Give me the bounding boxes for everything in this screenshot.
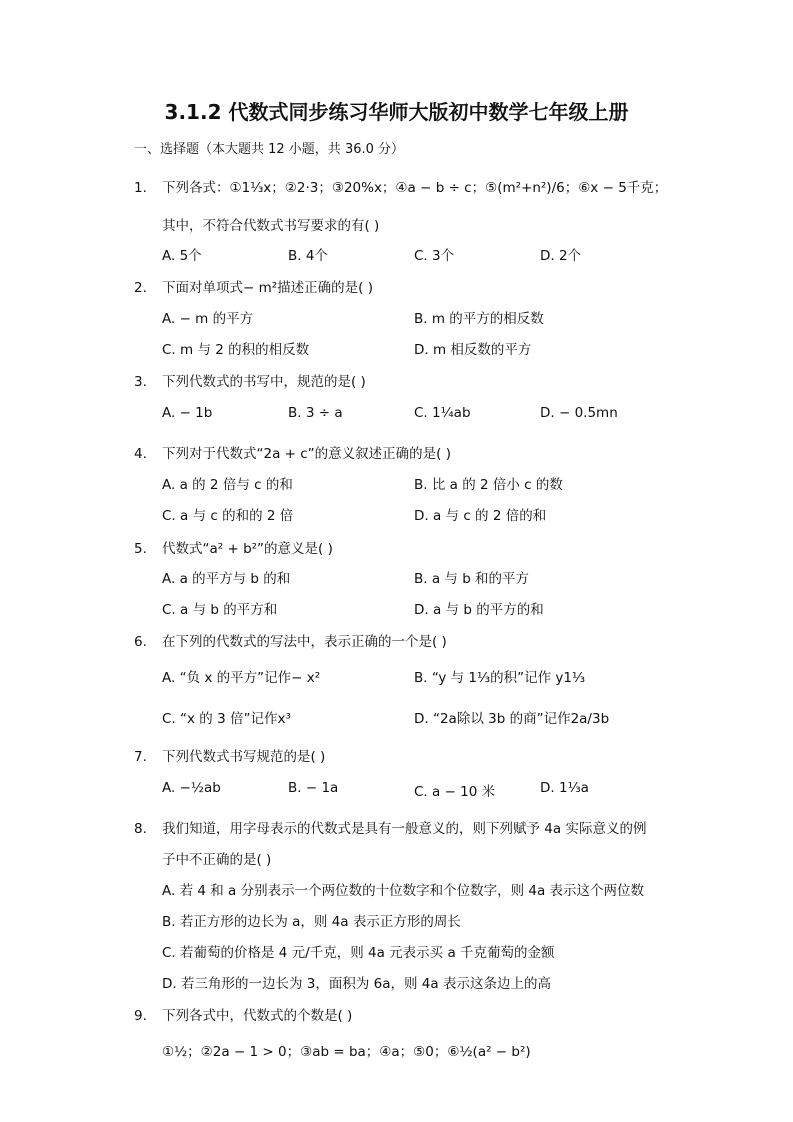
question-number: 3. bbox=[134, 374, 147, 390]
option-b[interactable]: B. 4个 bbox=[288, 248, 328, 264]
question-2 bbox=[134, 276, 373, 296]
question-stem: 下列各式：①1⅓x；②2·3；③20%x；④a − b ÷ c；⑤(m²+n²)/6；⑥x − 5千克； bbox=[162, 180, 668, 196]
question-stem-continued: 其中，不符合代数式书写要求的有( ) bbox=[162, 218, 380, 234]
question-6 bbox=[134, 630, 447, 650]
option-b[interactable]: B. “y 与 1⅓的积”记作 y1⅓ bbox=[414, 670, 586, 686]
option-b[interactable]: B. 若正方形的边长为 a，则 4a 表示正方形的周长 bbox=[162, 914, 461, 930]
option-a[interactable]: A. 若 4 和 a 分别表示一个两位数的十位数字和个位数字，则 4a 表示这个两位数 bbox=[162, 883, 645, 899]
question-stem: 代数式“a² + b²”的意义是( ) bbox=[162, 541, 333, 557]
option-d[interactable]: D. a 与 c 的 2 倍的和 bbox=[414, 508, 547, 524]
question-number: 6. bbox=[134, 634, 147, 650]
option-d[interactable]: D. m 相反数的平方 bbox=[414, 342, 532, 358]
question-8 bbox=[134, 817, 646, 837]
option-c[interactable]: C. a 与 b 的平方和 bbox=[162, 602, 278, 618]
option-d[interactable]: D. 1⅓a bbox=[540, 780, 589, 796]
question-number: 5. bbox=[134, 541, 147, 557]
question-number: 1. bbox=[134, 180, 147, 196]
question-number: 8. bbox=[134, 821, 147, 837]
question-5 bbox=[134, 537, 333, 557]
question-3 bbox=[134, 370, 366, 390]
option-a[interactable]: A. − m 的平方 bbox=[162, 311, 254, 327]
question-stem: 在下列的代数式的写法中，表示正确的一个是( ) bbox=[162, 634, 447, 650]
option-c[interactable]: C. m 与 2 的积的相反数 bbox=[162, 342, 310, 358]
question-stem: 下列对于代数式“2a + c”的意义叙述正确的是( ) bbox=[162, 446, 451, 462]
option-b[interactable]: B. 3 ÷ a bbox=[288, 405, 343, 421]
option-c[interactable]: C. a − 10 米 bbox=[414, 784, 496, 800]
question-7 bbox=[134, 745, 325, 765]
document-title: 3.1.2 代数式同步练习华师大版初中数学七年级上册 bbox=[164, 100, 629, 124]
question-stem-continued: 子中不正确的是( ) bbox=[162, 852, 272, 868]
option-a[interactable]: A. a 的平方与 b 的和 bbox=[162, 571, 291, 587]
question-stem: 下列各式中，代数式的个数是( ) bbox=[162, 1008, 353, 1024]
option-d[interactable]: D. 2个 bbox=[540, 248, 582, 264]
option-a[interactable]: A. “负 x 的平方”记作− x² bbox=[162, 670, 321, 686]
question-1 bbox=[134, 176, 667, 196]
option-a[interactable]: A. − 1b bbox=[162, 405, 213, 421]
option-b[interactable]: B. m 的平方的相反数 bbox=[414, 311, 544, 327]
option-a[interactable]: A. 5个 bbox=[162, 248, 202, 264]
option-c[interactable]: C. a 与 c 的和的 2 倍 bbox=[162, 508, 294, 524]
option-c[interactable]: C. 若葡萄的价格是 4 元/千克，则 4a 元表示买 a 千克葡萄的金额 bbox=[162, 945, 555, 961]
option-c[interactable]: C. 3个 bbox=[414, 248, 455, 264]
question-stem: 我们知道，用字母表示的代数式是具有一般意义的，则下列赋予 4a 实际意义的例 bbox=[162, 821, 647, 837]
option-c[interactable]: C. “x 的 3 倍”记作x³ bbox=[162, 711, 291, 727]
option-b[interactable]: B. 比 a 的 2 倍小 c 的数 bbox=[414, 477, 563, 493]
question-number: 4. bbox=[134, 446, 147, 462]
option-a[interactable]: A. −½ab bbox=[162, 780, 221, 796]
option-b[interactable]: B. − 1a bbox=[288, 780, 339, 796]
option-d[interactable]: D. 若三角形的一边长为 3，面积为 6a，则 4a 表示这条边上的高 bbox=[162, 976, 551, 992]
option-a[interactable]: A. a 的 2 倍与 c 的和 bbox=[162, 477, 293, 493]
section-heading: 一、选择题（本大题共 12 小题，共 36.0 分） bbox=[134, 142, 405, 157]
question-9 bbox=[134, 1004, 352, 1024]
question-4 bbox=[134, 442, 451, 462]
question-number: 9. bbox=[134, 1008, 147, 1024]
question-stem: 下列代数式书写规范的是( ) bbox=[162, 749, 326, 765]
question-number: 2. bbox=[134, 280, 147, 296]
question-expression-list: ①½；②2a − 1 > 0；③ab = ba；④a；⑤0；⑥½(a² − b²) bbox=[162, 1044, 531, 1060]
option-d[interactable]: D. − 0.5mn bbox=[540, 405, 618, 421]
option-b[interactable]: B. a 与 b 和的平方 bbox=[414, 571, 530, 587]
option-c[interactable]: C. 1¼ab bbox=[414, 405, 471, 421]
question-stem: 下列代数式的书写中，规范的是( ) bbox=[162, 374, 366, 390]
question-number: 7. bbox=[134, 749, 147, 765]
option-d[interactable]: D. “2a除以 3b 的商”记作2a/3b bbox=[414, 711, 610, 727]
option-d[interactable]: D. a 与 b 的平方的和 bbox=[414, 602, 544, 618]
question-stem: 下面对单项式− m²描述正确的是( ) bbox=[162, 280, 373, 296]
